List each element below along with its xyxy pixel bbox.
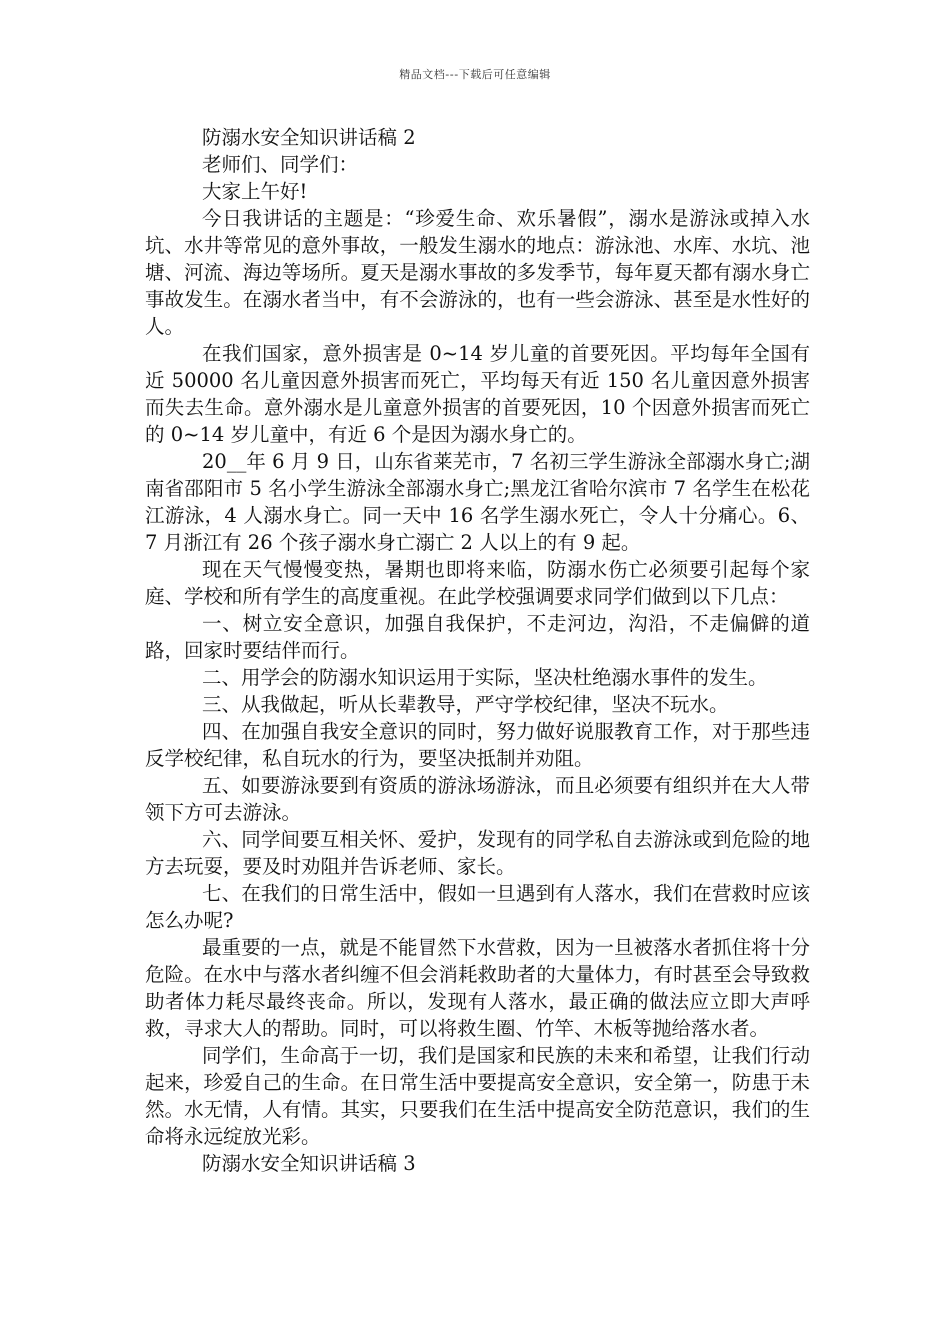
paragraph-conclusion: 同学们，生命高于一切，我们是国家和民族的未来和希望，让我们行动起来，珍爱自己的生命。在日常生活中要提高安全意识，安全第一，防患于未然。水无情，人有情。其实，只要我们在生活中提高安全防范意识，我们的生命将永远绽放光彩。: [145, 1044, 810, 1148]
greeting: 大家上午好!: [202, 180, 308, 203]
paragraph-requirements-intro: 现在天气慢慢变热，暑期也即将来临，防溺水伤亡必须要引起每个家庭、学校和所有学生的高度重视。在此学校强调要求同学们做到以下几点：: [145, 558, 810, 608]
requirement-5: 五、如要游泳要到有资质的游泳场游泳，而且必须要有组织并在大人带领下方可去游泳。: [145, 774, 810, 824]
paragraph-topic: 今日我讲话的主题是：“珍爱生命、欢乐暑假”，溺水是游泳或掉入水坑、水井等常见的意外事故，一般发生溺水的地点：游泳池、水库、水坑、池塘、河流、海边等场所。夏天是溺水事故的多发季节，每年夏天都有溺水身亡事故发生。在溺水者当中，有不会游泳的，也有一些会游泳、甚至是水性好的人。: [145, 207, 810, 338]
next-document-title: 防溺水安全知识讲话稿 3: [202, 1152, 416, 1175]
requirement-6: 六、同学间要互相关怀、爱护，发现有的同学私自去游泳或到危险的地方去玩耍，要及时劝阻并告诉老师、家长。: [145, 828, 810, 878]
paragraph-statistics: 在我们国家，意外损害是 0~14 岁儿童的首要死因。平均每年全国有近 50000 名儿童因意外损害而死亡，平均每天有近 150 名儿童因意外损害而失去生命。意外溺水是儿童意外损害的首要死因，10 个因意外损害而死亡的 0~14 岁儿童中，有近 6 个是因为溺水身亡的。: [145, 342, 810, 446]
header-note: 精品文档---下载后可任意编辑: [399, 68, 551, 81]
document-body: [145, 124, 810, 1177]
requirement-7: 七、在我们的日常生活中，假如一旦遇到有人落水，我们在营救时应该怎么办呢?: [145, 882, 810, 932]
paragraph-rescue-advice: 最重要的一点，就是不能冒然下水营救，因为一旦被落水者抓住将十分危险。在水中与落水者纠缠不但会消耗救助者的大量体力，有时甚至会导致救助者体力耗尽最终丧命。所以，发现有人落水，最正确的做法应立即大声呼救，寻求大人的帮助。同时，可以将救生圈、竹竿、木板等抛给落水者。: [145, 936, 810, 1040]
paragraph-incidents: 20__年 6 月 9 日，山东省莱芜市，7 名初三学生游泳全部溺水身亡;湖南省邵阳市 5 名小学生游泳全部溺水身亡;黑龙江省哈尔滨市 7 名学生在松花江游泳，4 人溺水身亡。同一天中 16 名学生溺水死亡，令人十分痛心。6、7 月浙江有 26 个孩子溺水身亡溺亡 2 人以上的有 9 起。: [145, 450, 810, 554]
requirement-3: 三、从我做起，听从长辈教导，严守学校纪律，坚决不玩水。: [202, 693, 729, 716]
requirement-4: 四、在加强自我安全意识的同时，努力做好说服教育工作，对于那些违反学校纪律，私自玩水的行为，要坚决抵制并劝阻。: [145, 720, 810, 770]
requirement-2: 二、用学会的防溺水知识运用于实际，坚决杜绝溺水事件的发生。: [202, 666, 768, 689]
salutation: 老师们、同学们：: [202, 153, 359, 176]
requirement-1: 一、树立安全意识，加强自我保护，不走河边，沟沿，不走偏僻的道路，回家时要结伴而行。: [145, 612, 810, 662]
document-title: 防溺水安全知识讲话稿 2: [202, 126, 416, 149]
